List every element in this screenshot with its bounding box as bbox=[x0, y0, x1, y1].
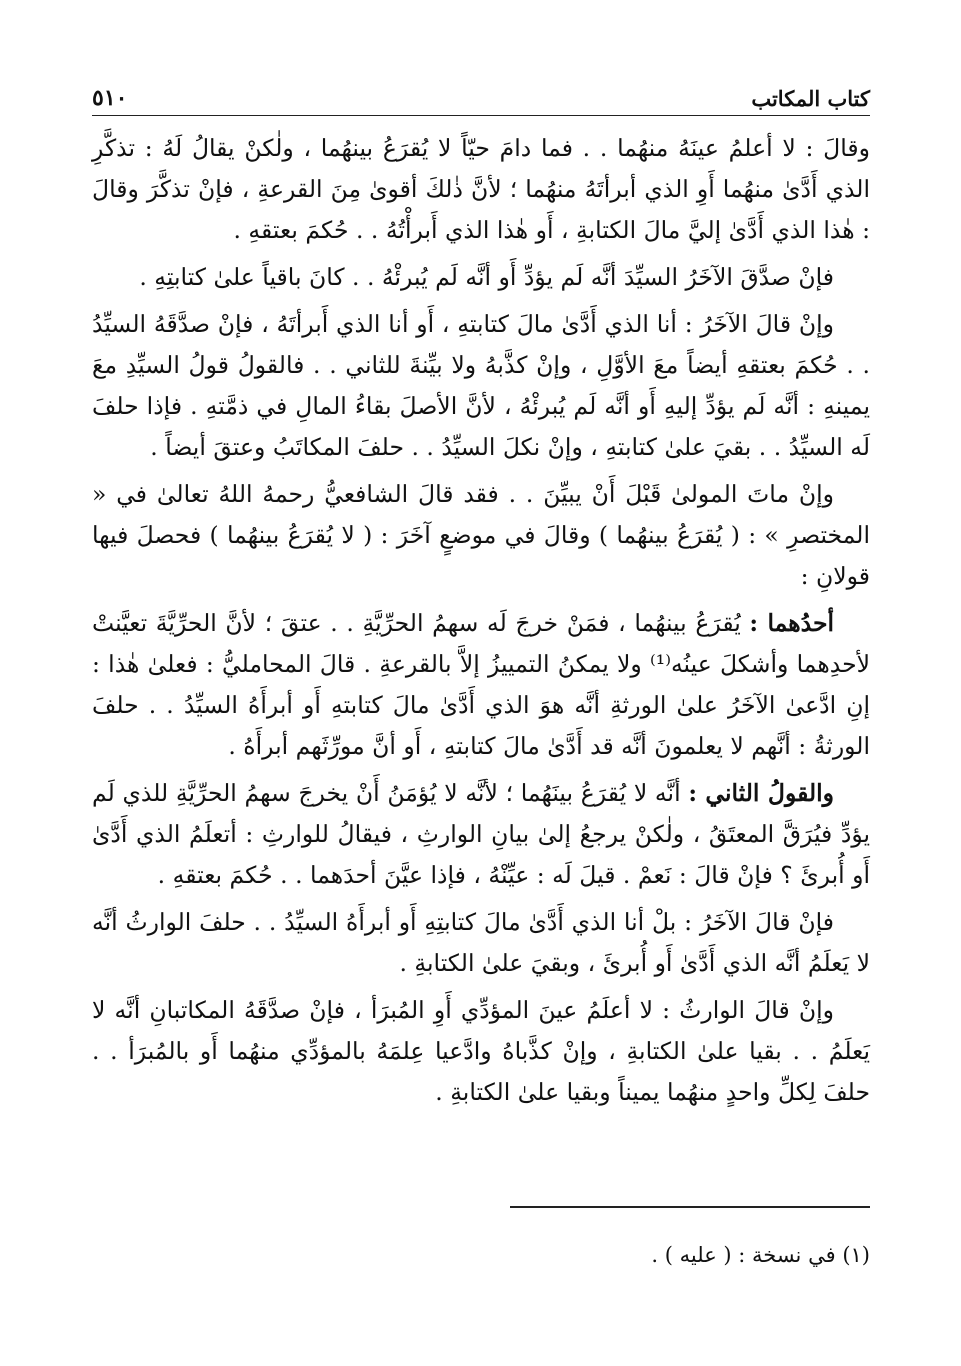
paragraph-8 bbox=[92, 990, 870, 1113]
footnote-separator bbox=[510, 1206, 870, 1208]
paragraph-text: وإنْ قالَ الوارثُ : لا أعلَمُ عينَ المؤدِّي أَوِ المُبرَأ ، فإنْ صدَّقَهُ المكاتبانِ أنَّه لا يَعلَمُ . . بقيا علىٰ الكتابةِ ، وإنْ كذَّباهُ وادَّعيا عِلمَهُ بالمؤدِّي منهُما أَو بالمُبرَأ . . حلفَ لِكلِّ واحدٍ منهُما يميناً وبقيا علىٰ الكتابةِ . bbox=[92, 996, 870, 1106]
paragraph-2 bbox=[92, 257, 870, 298]
paragraph-text: فإنْ صدَّقَ الآخَرُ السيِّدَ أنَّه لَم يؤدِّ أَو أنَّه لَم يُبرئْهُ . . كانَ باقياً علىٰ كتابتِهِ . bbox=[139, 263, 834, 291]
paragraph-text: فإنْ قالَ الآخَرُ : بلْ أنا الذي أَدَّىٰ مالَ كتابتِهِ أَو أبرأَهُ السيِّدُ . . حلفَ الوارثُ أنَّه لا يَعلَمُ أنَّه الذي أَدَّىٰ أَو أُبرئَ ، وبقيَ علىٰ الكتابةِ . bbox=[92, 908, 870, 977]
paragraph-1 bbox=[92, 128, 870, 251]
footnote-text: في نسخة : ( عليه ) . bbox=[651, 1243, 836, 1267]
paragraph-4 bbox=[92, 474, 870, 597]
paragraph-lead: أحدُهما : bbox=[749, 609, 835, 637]
page-header bbox=[92, 78, 870, 116]
paragraph-lead: والقولُ الثاني : bbox=[688, 779, 835, 807]
paragraph-text: وإنْ قالَ الآخَرُ : أنا الذي أَدَّىٰ مالَ كتابتهِ ، أَو أنا الذي أَبرأتَهُ ، فإنْ صدَّقَهُ السيِّدُ . . حُكمَ بعتقهِ أيضاً معَ الأوَّلِ ، وإنْ كذَّبهُ ولا بيِّنةَ للثاني . . فالقولُ قولُ السيِّدِ معَ يمينهِ : أنَّه لَم يؤدِّ إليهِ أَو أنَّه لَم يُبرئْهُ ، لأنَّ الأصلَ بقاءُ المالِ في ذمَّتهِ . فإذا حلفَ لَه السيِّدُ . . بقيَ علىٰ كتابتهِ ، وإنْ نكلَ السيِّدُ . . حلفَ المكاتَبُ وعتقَ أيضاً . bbox=[92, 310, 870, 461]
paragraph-text: وقالَ : لا أعلمُ عينَهُ منهُما . . فما دامَ حيّاً لا يُقرَعُ بينهُما ، ولٰكنْ يقالُ لَهُ : تذكَّرِ الذي أَدَّىٰ منهُما أَوِ الذي أبرأتَهُ منهُما ؛ لأنَّ ذٰلكَ أقوىٰ مِنَ القرعةِ ، فإنْ تذكَّرَ وقالَ : هٰذا الذي أَدَّىٰ إليَّ مالَ الكتابةِ ، أَو هٰذا الذي أَبرأْتُهُ . . حُكمَ بعتقهِ . bbox=[92, 134, 870, 244]
paragraph-text: وإنْ ماتَ المولىٰ قَبْلَ أَنْ يبيِّنَ . . فقد قالَ الشافعيُّ رحمهُ اللهُ تعالىٰ في « المختصرِ » : ( يُقرَعُ بينهُما ) وقالَ في موضعٍ آخَرَ : ( لا يُقرَعُ بينهُما ) فحصلَ فيها قولانِ : bbox=[92, 480, 870, 590]
paragraph-3 bbox=[92, 304, 870, 468]
paragraph-6 bbox=[92, 773, 870, 896]
page-number: ٥١٠ bbox=[92, 85, 128, 111]
page-body bbox=[92, 128, 870, 1119]
footnote bbox=[92, 1240, 870, 1270]
paragraph-text: يُقرَعُ بينهُما ، فمَنْ خرجَ لَه سهمُ الحرِّيَّةِ . . عتقَ ؛ لأنَّ الحرِّيَّةَ تعيَّنتْ لأحدِهما وأشكلَ عينُه⁽¹⁾ ولا يمكنُ التمييزُ إلاَّ بالقرعةِ . قالَ المحامليُّ : فعلىٰ هٰذا : إنِ ادَّعىٰ الآخَرُ علىٰ الورثةِ أنَّه هوَ الذي أَدَّىٰ مالَ كتابتهِ أَو أبرأَهُ السيِّدُ . . حلفَ الورثةُ : أنَّهم لا يعلمونَ أنَّه قد أَدَّىٰ مالَ كتابتهِ ، أَو أنَّ مورِّثَهم أبرأَهُ . bbox=[92, 609, 870, 760]
running-title: كتاب المكاتب bbox=[751, 86, 870, 111]
paragraph-text: أنَّه لا يُقرَعُ بينَهُما ؛ لأنَّه لا يُؤمَنُ أَنْ يخرجَ سهمُ الحرِّيَّةِ للذي لَم يؤدِّ فيُرَقَّ المعتَقُ ، ولٰكنْ يرجعُ إلىٰ بيانِ الوارثِ ، فيقالُ للوارثِ : أتعلَمُ الذي أَدَّىٰ أَو أُبرئَ ؟ فإنْ قالَ : نَعمْ . قيلَ لَه : عيِّنْهُ ، فإذا عيَّنَ أحدَهما . . حُكمَ بعتقهِ . bbox=[92, 779, 870, 889]
paragraph-5 bbox=[92, 603, 870, 767]
book-page bbox=[92, 78, 870, 1328]
footnote-number: (١) bbox=[842, 1243, 870, 1267]
paragraph-7 bbox=[92, 902, 870, 984]
